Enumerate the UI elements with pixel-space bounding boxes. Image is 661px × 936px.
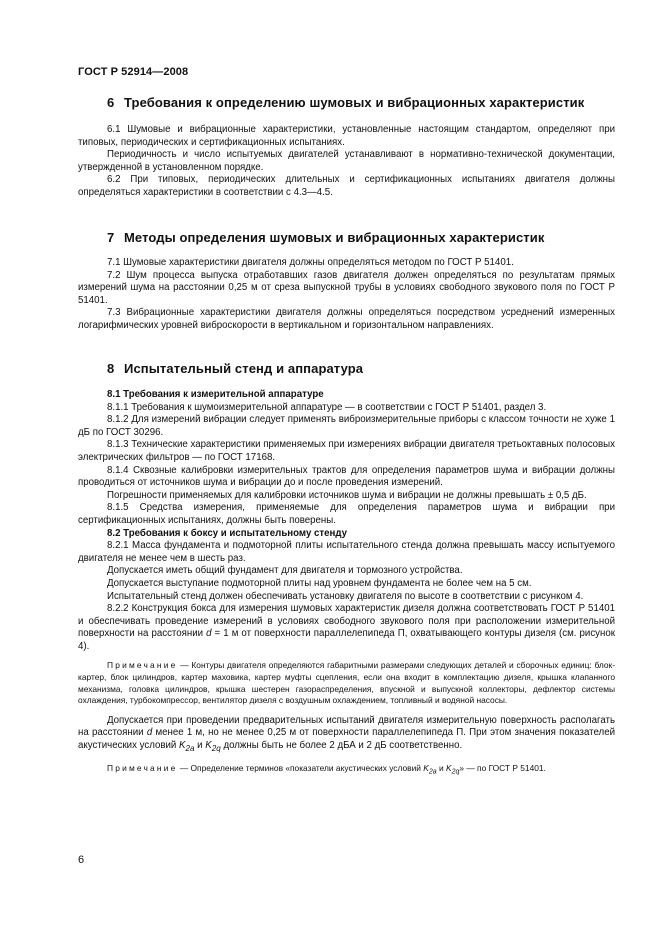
paragraph-6-2: 6.2 При типовых, периодических длительных и сертификационных испытаниях двигателя должны определяться характеристики в соответствии с 4.3—4.5. [78,174,615,198]
paragraph-7-3: 7.3 Вибрационные характеристики двигателя должны определяться посредством усреднений измеренных логарифмических уровней виброскорости в вертикальном и горизонтальном направлениях. [78,307,615,331]
paragraph-6-1-periodicity: Периодичность и число испытуемых двигателей устанавливают в нормативно-технической документации, утвержденной в установленном порядке. [78,149,615,173]
paragraph-8-2-1: 8.2.1 Масса фундамента и подмоторной плиты испытательного стенда должна превышать массу испытуемого двигателя не менее чем в шесть раз. [78,540,615,564]
paragraph-8-2-1-plate: Допускается выступание подмоторной плиты над уровнем фундамента не более чем на 5 см. [107,577,532,589]
note-label: Примечание [107,660,178,671]
section-6-title: Требования к определению шумовых и вибрационных характеристик [124,95,585,110]
paragraph-preliminary-tests: Допускается при проведении предварительных испытаний двигателя измерительную поверхность располагать на расстоянии d менее 1 м, но не менее 0,25 м от поверхности параллелепипеда П. При этом значения показателей акустических условий $K_{2a}$ и $K_{2q}$ должны быть не более 2 дБА и 2 дБ соответственно. [78,714,615,753]
paragraph-8-1-2: 8.1.2 Для измерений вибрации следует применять виброизмерительные приборы с классом точности не хуже 1 дБ по ГОСТ 30296. [78,414,615,438]
variable-d: d [146,727,153,739]
symbol-k2a: $K_{2a}$ [423,762,437,776]
section-8-number: 8 [107,361,115,376]
subsection-8-1-title: 8.1 Требования к измерительной аппаратуре [107,389,324,400]
section-7-body [78,257,615,333]
paragraph-7-1: 7.1 Шумовые характеристики двигателя должны определяться методом по ГОСТ Р 51401. [107,257,514,268]
paragraph-8-1-1: 8.1.1 Требования к шумоизмерительной аппаратуре — в соответствии с ГОСТ Р 51401, раздел 3. [107,401,547,413]
standard-header: ГОСТ Р 52914—2008 [78,66,189,78]
paragraph-8-1-4: 8.1.4 Сквозные калибровки измерительных трактов для определения параметров шума и вибрации должны проводиться от источников шума и вибрации до и после проведения измерений. [78,464,615,489]
paragraph-8-2-1-foundation: Допускается иметь общий фундамент для двигателя и тормозного устройства. [107,565,463,577]
section-6-heading [107,95,615,110]
symbol-k2q: $K_{2q}$ [445,762,460,776]
paragraph-8-1-4-errors: Погрешности применяемых для калибровки источников шума и вибрации не должны превышать ± 0,5 дБ. [107,489,587,501]
section-8-body [78,389,615,778]
paragraph-8-2-1-stand: Испытательный стенд должен обеспечивать установку двигателя по высоте в соответствии с рисунком 4. [107,590,584,602]
section-6-body [78,124,615,200]
section-8-heading [107,361,615,376]
paragraph-8-1-3: 8.1.3 Технические характеристики применяемых при измерениях вибрации двигателя третьоктавных полосовых электрических фильтров — по ГОСТ 17168. [78,439,615,463]
section-6-number: 6 [107,95,115,110]
section-7-title: Методы определения шумовых и вибрационных характеристик [124,230,545,245]
paragraph-7-2: 7.2 Шум процесса выпуска отработавших газов двигателя должен определяться по результатам прямых измерений шума на расстоянии 0,25 м от среза выпускной трубы в условиях свободного звукового поля по ГОСТ Р 51401. [78,269,615,306]
subsection-8-2-title: 8.2 Требования к боксу и испытательному стенду [107,527,348,539]
section-8-title: Испытательный стенд и аппаратура [124,361,364,376]
symbol-k2a: $K_{2a}$ [179,740,195,753]
section-7-heading [107,230,615,245]
variable-d: d [206,628,212,640]
paragraph-8-1-5: 8.1.5 Средства измерения, применяемые для определения параметров шума и вибрации при сертификационных испытаниях, должны быть поверены. [78,502,615,526]
paragraph-8-2-2: 8.2.2 Конструкция бокса для измерения шумовых характеристик дизеля должна соответствовать ГОСТ Р 51401 и обеспечивать проведение измерений в условиях свободного звукового поля при расположении измерительной поверхности на расстоянии d = 1 м от поверхности параллелепипеда П, охватывающего контуры дизеля (см. рисунок 4). [78,603,615,652]
paragraph-6-1: 6.1 Шумовые и вибрационные характеристики, установленные настоящим стандартом, определяют при типовых, периодических и сертификационных испытаниях. [78,124,615,148]
note-label: Примечание [107,762,178,773]
section-7-number: 7 [107,230,115,245]
symbol-k2q: $K_{2q}$ [205,740,221,753]
note-term-definition: Примечание — Определение терминов «показатели акустических условий $K_{2a}$ и $K_{2q}$» — по ГОСТ Р 51401. [107,762,546,776]
note-engine-contours: Примечание — Контуры двигателя определяются габаритными размерами следующих деталей и сборочных единиц: блок-картер, блок цилиндров, картер маховика, картер муфты сцепления, если она входит в комплектацию дизеля, крышка клапанного механизма, головка цилиндров, крышка шестерен газораспределения, впускной и выпускной коллекторы, дефлектор системы охлаждения, турбокомпрессор, вентилятор дизеля с воздушным охлаждением, топливный и водяной насосы. [78,660,615,706]
page-number: 6 [78,854,85,866]
